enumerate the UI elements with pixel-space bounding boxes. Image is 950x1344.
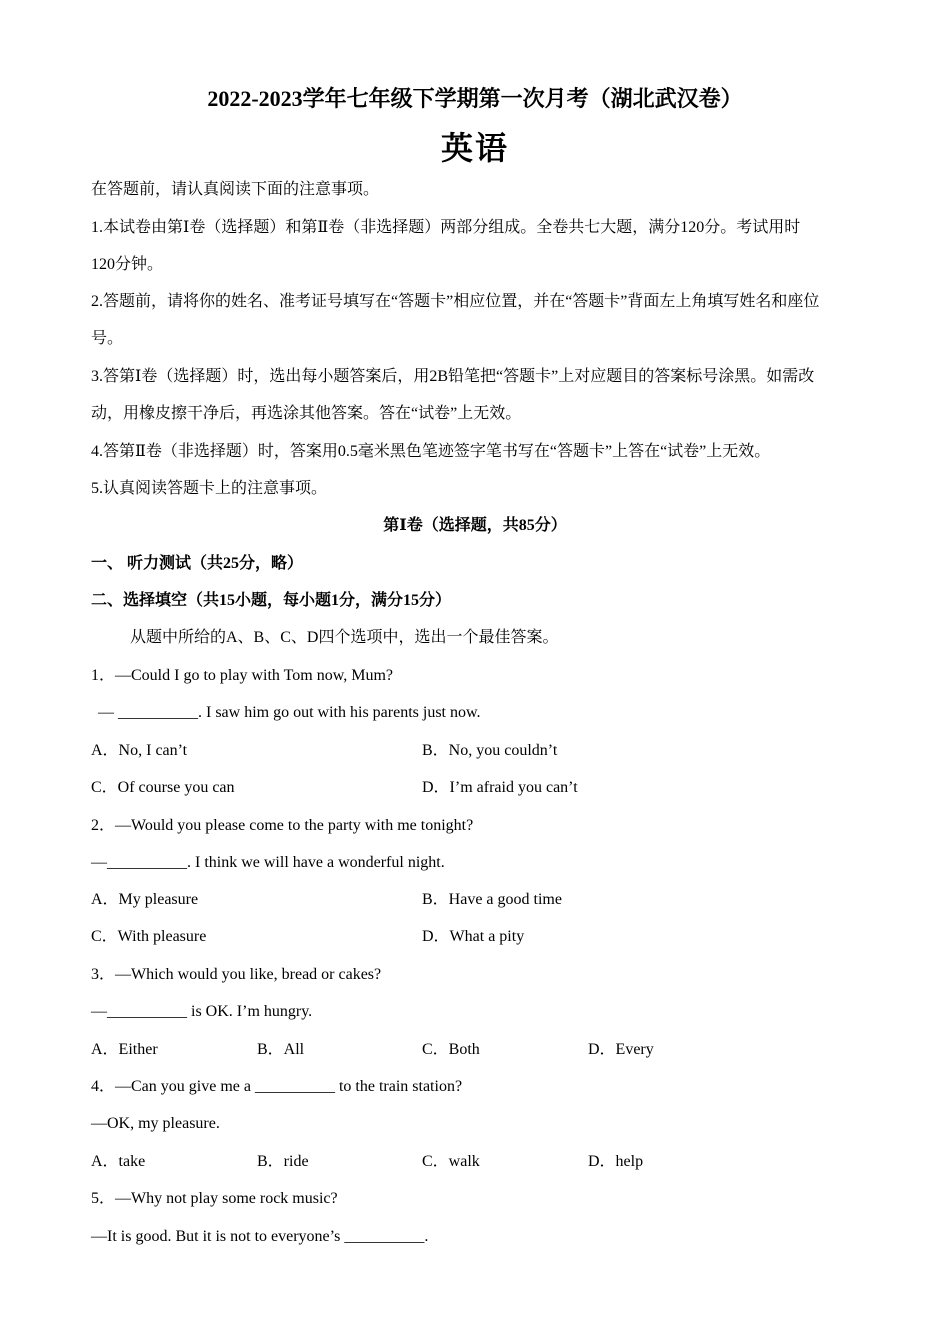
instruction-3-line2: 动，用橡皮擦干净后，再选涂其他答案。答在“试卷”上无效。: [91, 405, 522, 422]
question-2-option-a: A．My pleasure: [91, 891, 199, 908]
exam-title: 2022-2023学年七年级下学期第一次月考（湖北武汉卷）: [207, 86, 743, 111]
question-2-response: —__________. I think we will have a wonderful night.: [91, 854, 445, 871]
instruction-2-line1: 2.答题前，请将你的姓名、准考证号填写在“答题卡”相应位置，并在“答题卡”背面左上角填写姓名和座位: [91, 293, 820, 310]
question-1-option-a: A．No, I can’t: [91, 742, 188, 759]
question-3-option-b: B．All: [257, 1041, 305, 1058]
question-1-prompt: 1．—Could I go to play with Tom now, Mum?: [91, 667, 393, 684]
question-3-response: —__________ is OK. I’m hungry.: [91, 1003, 313, 1020]
question-1-option-c: C．Of course you can: [91, 779, 235, 796]
question-5-prompt: 5．—Why not play some rock music?: [91, 1190, 338, 1207]
question-2-prompt: 2．—Would you please come to the party with me tonight?: [91, 817, 474, 834]
part1-heading: 第Ⅰ卷（选择题，共85分）: [383, 517, 567, 534]
question-4-prompt: 4．—Can you give me a __________ to the train station?: [91, 1078, 463, 1095]
instructions-intro: 在答题前，请认真阅读下面的注意事项。: [91, 181, 380, 198]
question-2-option-c: C．With pleasure: [91, 928, 207, 945]
question-5-response: —It is good. But it is not to everyone’s __________.: [91, 1228, 429, 1245]
question-1-response: — __________. I saw him go out with his parents just now.: [98, 704, 481, 721]
question-4-response: —OK, my pleasure.: [91, 1115, 220, 1132]
question-2-option-d: D．What a pity: [422, 928, 525, 945]
instruction-1-line2: 120分钟。: [91, 256, 164, 273]
question-4-option-d: D．help: [588, 1153, 644, 1170]
question-4-option-a: A．take: [91, 1153, 146, 1170]
instruction-3-line1: 3.答第Ⅰ卷（选择题）时，选出每小题答案后，用2B铅笔把“答题卡”上对应题目的答案标号涂黑。如需改: [91, 368, 815, 385]
section1-heading: 一、 听力测试（共25分，略）: [91, 555, 304, 572]
question-2-option-b: B．Have a good time: [422, 891, 562, 908]
question-4-option-b: B．ride: [257, 1153, 309, 1170]
question-3-option-a: A．Either: [91, 1041, 158, 1058]
instruction-5: 5.认真阅读答题卡上的注意事项。: [91, 480, 328, 497]
question-3-option-c: C．Both: [422, 1041, 480, 1058]
question-1-option-b: B．No, you couldn’t: [422, 742, 558, 759]
question-4-option-c: C．walk: [422, 1153, 480, 1170]
instruction-1-line1: 1.本试卷由第Ⅰ卷（选择题）和第Ⅱ卷（非选择题）两部分组成。全卷共七大题，满分120分。考试用时: [91, 219, 801, 236]
question-3-option-d: D．Every: [588, 1041, 654, 1058]
section2-directions: 从题中所给的A、B、C、D四个选项中，选出一个最佳答案。: [130, 629, 559, 646]
section2-heading: 二、选择填空（共15小题，每小题1分，满分15分）: [91, 592, 452, 609]
question-1-option-d: D．I’m afraid you can’t: [422, 779, 578, 796]
instruction-2-line2: 号。: [91, 330, 124, 347]
question-3-prompt: 3．—Which would you like, bread or cakes?: [91, 966, 382, 983]
instruction-4: 4.答第Ⅱ卷（非选择题）时，答案用0.5毫米黑色笔迹签字笔书写在“答题卡”上答在“试卷”上无效。: [91, 443, 771, 460]
subject-title: 英语: [440, 130, 509, 166]
